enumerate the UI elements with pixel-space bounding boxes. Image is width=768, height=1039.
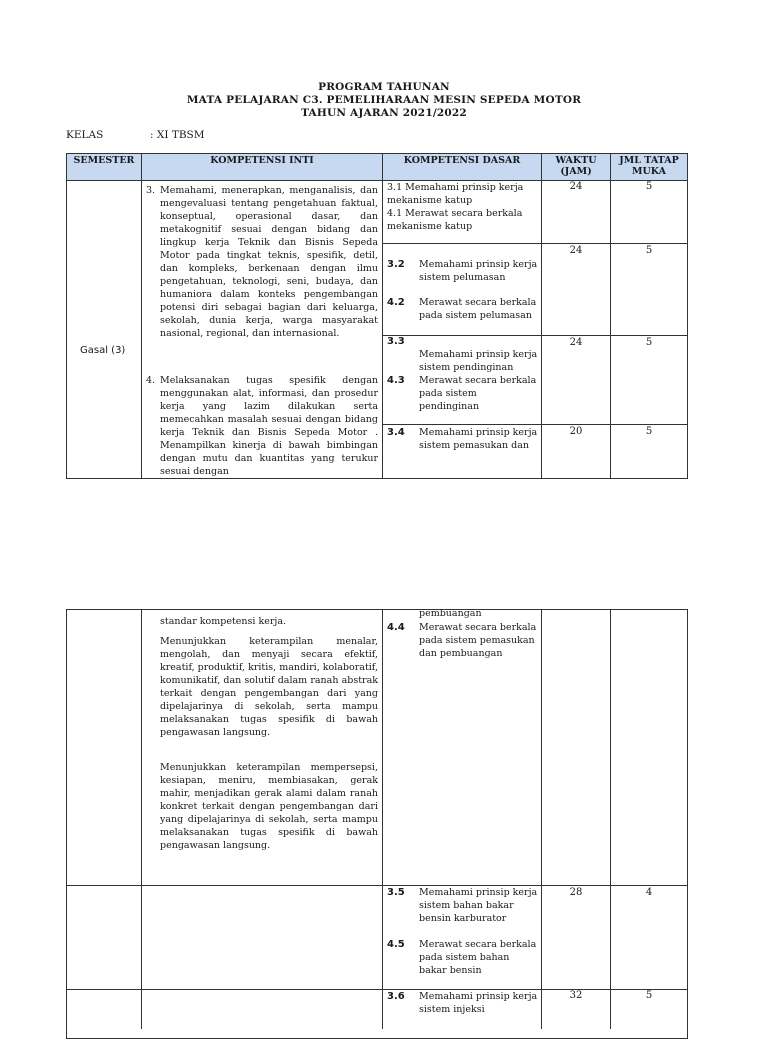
kd-text: Merawat secara berkala pada sistem pendinginan: [419, 375, 537, 412]
kd-text: Merawat secara berkala pada sistem pelumasan: [419, 297, 537, 321]
col-divider: [141, 609, 142, 1029]
header-kompetensi-dasar: KOMPETENSI DASAR: [403, 155, 521, 166]
kd-text: Memahami prinsip kerja sistem pendinginan: [419, 349, 538, 373]
kd-number: 4.5: [387, 939, 405, 950]
col-divider: [382, 153, 383, 479]
kd-number: 3.6: [387, 991, 405, 1002]
kd-text: Memahami prinsip kerja sistem bahan bakar bensin karburator: [419, 887, 538, 924]
ki-cont-text: Menunjukkan keterampilan menalar, mengolah, dan menyaji secara efektif, kreatif, produktif, kritis, mandiri, kolaboratif, komunikatif, dan solutif dalam ranah abstrak terkait dengan pengembangan dari yang dipelajarinya di sekolah, serta mampu melaksanakan tugas spesifik di bawah pengawasan langsung.: [160, 636, 378, 738]
title-mata-pelajaran: MATA PELAJARAN C3. PEMELIHARAAN MESIN SEPEDA MOTOR: [186, 94, 582, 106]
col-divider: [541, 609, 542, 1029]
waktu-value: 24: [569, 181, 583, 192]
jml-value: 4: [645, 887, 653, 898]
kd-text: Memahami prinsip kerja sistem injeksi: [419, 991, 538, 1015]
kelas-value: : XI TBSM: [150, 129, 205, 141]
jml-value: 5: [645, 426, 653, 437]
kd-text: pembuangan: [419, 608, 482, 619]
ki-3-number: 3.: [146, 185, 156, 196]
kd-number: 3.3: [387, 336, 405, 347]
kd-number: 4.3: [387, 375, 405, 386]
jml-value: 5: [645, 181, 653, 192]
kelas-label: KELAS: [66, 129, 104, 141]
header-waktu: WAKTU (JAM): [555, 155, 597, 177]
kd-3-1: 3.1 Memahami prinsip kerja mekanisme katup: [387, 182, 524, 206]
row-divider: [382, 424, 688, 425]
header-kompetensi-inti: KOMPETENSI INTI: [210, 155, 314, 166]
kd-text: Merawat secara berkala pada sistem pemasukan dan pembuangan: [419, 622, 537, 659]
jml-value: 5: [645, 990, 653, 1001]
row-divider: [66, 885, 688, 886]
row-divider: [382, 335, 688, 336]
header-semester: SEMESTER: [73, 155, 135, 166]
ki-4-text: Melaksanakan tugas spesifik dengan menggunakan alat, informasi, dan prosedur kerja yang lazim dilakukan serta memecahkan masalah sesuai dengan bidang kerja Teknik dan Bisnis Sepeda Motor . Menampilkan kinerja di bawah bimbingan dengan mutu dan kuantitas yang terukur sesuai dengan: [160, 375, 378, 477]
ki-cont-text: Menunjukkan keterampilan mempersepsi, kesiapan, meniru, membiasakan, gerak mahir, menjadikan gerak alami dalam ranah konkret terkait dengan pengembangan dari yang dipelajarinya di sekolah, serta mampu melaksanakan tugas spesifik di bawah pengawasan langsung.: [160, 762, 378, 851]
kd-number: 4.4: [387, 622, 405, 633]
kd-text: Memahami prinsip kerja sistem pelumasan: [419, 259, 538, 283]
waktu-value: 20: [569, 426, 583, 437]
waktu-value: 24: [569, 245, 583, 256]
header-jml-tatap-muka: JML TATAP MUKA: [619, 155, 679, 177]
title-program-tahunan: PROGRAM TAHUNAN: [318, 81, 450, 93]
title-tahun-ajaran: TAHUN AJARAN 2021/2022: [301, 107, 467, 119]
kd-text: Memahami prinsip kerja sistem pemasukan dan: [419, 427, 538, 451]
waktu-value: 32: [569, 990, 583, 1001]
row-divider: [382, 243, 688, 244]
kd-number: 4.2: [387, 297, 405, 308]
ki-cont-text: standar kompetensi kerja.: [160, 616, 287, 627]
kd-number: 3.5: [387, 887, 405, 898]
semester-label: Gasal (3): [80, 345, 126, 356]
col-divider: [382, 609, 383, 1029]
jml-value: 5: [645, 245, 653, 256]
ki-4-number: 4.: [146, 375, 156, 386]
ki-3-text: Memahami, menerapkan, menganalisis, dan mengevaluasi tentang pengetahuan faktual, konseptual, operasional dasar, dan metakognitif sesuai dengan bidang dan lingkup kerja Teknik dan Bisnis Sepeda Motor pada tingkat teknis, spesifik, detil, dan kompleks, berkenaan dengan ilmu pengetahuan, teknologi, seni, budaya, dan humaniora dalam konteks pengembangan potensi diri sebagai bagian dari keluarga, sekolah, dunia kerja, warga masyarakat nasional, regional, dan internasional.: [160, 185, 378, 339]
kd-number: 3.4: [387, 427, 405, 438]
waktu-value: 24: [569, 337, 583, 348]
kd-4-1: 4.1 Merawat secara berkala mekanisme katup: [387, 208, 523, 232]
kd-text: Merawat secara berkala pada sistem bahan bakar bensin: [419, 939, 537, 976]
kd-number: 3.2: [387, 259, 405, 270]
col-divider: [141, 153, 142, 479]
waktu-value: 28: [569, 887, 583, 898]
col-divider: [610, 609, 611, 1029]
jml-value: 5: [645, 337, 653, 348]
